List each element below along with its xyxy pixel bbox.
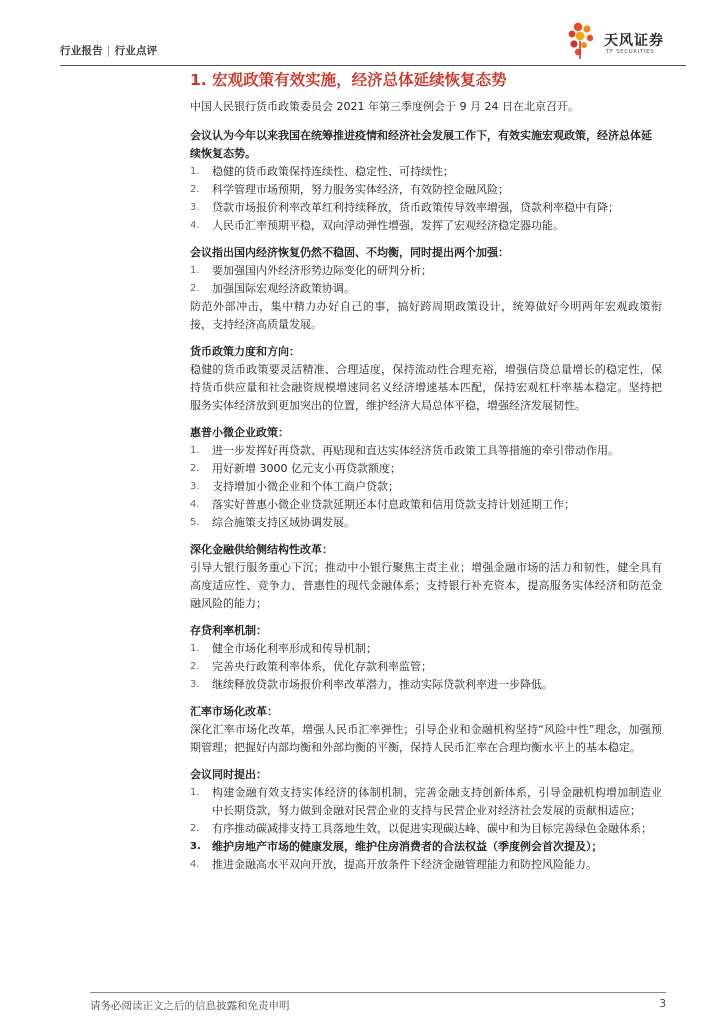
block-also-proposed bbox=[190, 766, 662, 874]
page-footer bbox=[90, 992, 666, 1013]
list-number: 3. bbox=[190, 679, 200, 690]
block-interest-rate bbox=[190, 622, 662, 694]
numbered-list bbox=[190, 442, 662, 532]
list-number: 1. bbox=[190, 265, 200, 276]
list-number: 3. bbox=[190, 481, 200, 492]
list-text: 推进金融高水平双向开放，提高开放条件下经济金融管理能力和防控风险能力。 bbox=[212, 858, 597, 871]
list-item bbox=[190, 640, 662, 658]
block-title: 货币政策力度和方向： bbox=[190, 345, 300, 358]
block-title: 存贷利率机制： bbox=[190, 624, 267, 637]
list-number: 5. bbox=[190, 517, 200, 528]
list-text: 完善央行政策利率体系，优化存款利率监管； bbox=[212, 660, 432, 673]
list-item bbox=[190, 442, 662, 460]
list-item bbox=[190, 163, 662, 181]
list-text: 进一步发挥好再贷款、再贴现和直达实体经济货币政策工具等措施的牵引带动作用。 bbox=[212, 444, 619, 457]
block-supply-side-reform bbox=[190, 541, 662, 613]
list-item bbox=[190, 784, 662, 820]
block-title: 会议指出国内经济恢复仍然不稳固、不均衡，同时提出两个加强： bbox=[190, 246, 509, 259]
list-number: 4. bbox=[190, 859, 200, 870]
list-item bbox=[190, 856, 662, 874]
block-conclusion bbox=[190, 127, 662, 235]
list-number: 4. bbox=[190, 499, 200, 510]
list-number: 4. bbox=[190, 220, 200, 231]
footer-disclaimer: 请务必阅读正文之后的信息披露和免责申明 bbox=[90, 1000, 290, 1012]
page-number: 3 bbox=[659, 998, 666, 1010]
list-number: 2. bbox=[190, 661, 200, 672]
block-paragraph: 防范外部冲击，集中精力办好自己的事，搞好跨周期政策设计，统筹做好今明两年宏观政策衔接，支持经济高质量发展。 bbox=[190, 300, 662, 331]
list-item bbox=[190, 460, 662, 478]
logo-company-name: 天风证券 bbox=[604, 33, 664, 49]
list-text: 要加强国内外经济形势边际变化的研判分析； bbox=[212, 264, 432, 277]
company-logo bbox=[566, 21, 686, 65]
list-text: 有序推动碳减排支持工具落地生效，以促进实现碳达峰、碳中和为目标完善绿色金融体系； bbox=[212, 822, 652, 835]
numbered-list bbox=[190, 262, 662, 298]
list-text: 维护房地产市场的健康发展，维护住房消费者的合法权益（季度例会首次提及）； bbox=[212, 840, 603, 853]
header-divider bbox=[60, 65, 686, 66]
numbered-list bbox=[190, 784, 662, 874]
list-item bbox=[190, 676, 662, 694]
list-text: 健全市场化利率形成和传导机制； bbox=[212, 642, 377, 655]
list-text: 支持增加小微企业和个体工商户贷款； bbox=[212, 480, 399, 493]
list-text: 落实好普惠小微企业贷款延期还本付息政策和信用贷款支持计划延期工作； bbox=[212, 498, 575, 511]
list-text: 继续释放贷款市场报价利率改革潜力，推动实际贷款利率进一步降低。 bbox=[212, 678, 553, 691]
block-monetary-policy bbox=[190, 343, 662, 415]
list-item bbox=[190, 217, 662, 235]
list-item bbox=[190, 262, 662, 280]
list-number: 1. bbox=[190, 643, 200, 654]
category-label: 行业报告 bbox=[60, 45, 103, 57]
numbered-list bbox=[190, 163, 662, 235]
logo-flower-icon bbox=[566, 21, 602, 61]
list-item bbox=[190, 478, 662, 496]
list-number: 2. bbox=[190, 823, 200, 834]
category-separator: | bbox=[106, 45, 111, 57]
block-paragraph: 引导大银行服务重心下沉；推动中小银行聚焦主责主业；增强金融市场的活力和韧性，健全具有高度适应性、竞争力、普惠性的现代金融体系；支持银行补充资本，提高服务实体经济和防范金融风险的能力； bbox=[190, 561, 662, 610]
block-title: 汇率市场化改革： bbox=[190, 705, 278, 718]
list-item bbox=[190, 820, 662, 838]
report-category bbox=[60, 43, 157, 58]
list-item bbox=[190, 280, 662, 298]
list-number: 2. bbox=[190, 463, 200, 474]
list-text: 贷款市场报价利率改革红利持续释放，货币政策传导效率增强，贷款利率稳中有降； bbox=[212, 201, 619, 214]
page-header bbox=[0, 0, 724, 66]
block-paragraph: 深化汇率市场化改革，增强人民币汇率弹性；引导企业和金融机构坚持“风险中性”理念，加强预期管理；把握好内部均衡和外部均衡的平衡，保持人民币汇率在合理均衡水平上的基本稳定。 bbox=[190, 723, 662, 754]
list-item bbox=[190, 496, 662, 514]
list-item-highlight bbox=[190, 838, 662, 856]
list-text: 加强国际宏观经济政策协调。 bbox=[212, 282, 355, 295]
block-title: 深化金融供给侧结构性改革： bbox=[190, 543, 333, 556]
list-number: 2. bbox=[190, 184, 200, 195]
list-number: 2. bbox=[190, 283, 200, 294]
list-number: 1. bbox=[190, 166, 200, 177]
block-paragraph: 稳健的货币政策要灵活精准、合理适度，保持流动性合理充裕，增强信贷总量增长的稳定性，保持货币供应量和社会融资规模增速同名义经济增速基本匹配，保持宏观杠杆率基本稳定。坚持把服务实体经济放到更加突出的位置，维护经济大局总体平稳，增强经济发展韧性。 bbox=[190, 363, 662, 412]
block-two-strengthen bbox=[190, 244, 662, 334]
list-item bbox=[190, 514, 662, 532]
list-text: 人民币汇率预期平稳，双向浮动弹性增强，发挥了宏观经济稳定器功能。 bbox=[212, 219, 564, 232]
numbered-list bbox=[190, 640, 662, 694]
section-lead: 中国人民银行货币政策委员会 2021 年第三季度例会于 9 月 24 日在北京召开。 bbox=[190, 100, 579, 113]
block-title: 惠普小微企业政策： bbox=[190, 426, 289, 439]
list-item bbox=[190, 199, 662, 217]
list-text: 综合施策支持区域协调发展。 bbox=[212, 516, 355, 529]
list-number: 3. bbox=[190, 841, 201, 852]
section-title: 1. 宏观政策有效实施，经济总体延续恢复态势 bbox=[190, 71, 507, 89]
main-content bbox=[190, 68, 662, 874]
block-title: 会议同时提出： bbox=[190, 768, 267, 781]
list-number: 1. bbox=[190, 445, 200, 456]
list-text: 稳健的货币政策保持连续性、稳定性、可持续性； bbox=[212, 165, 454, 178]
list-text: 用好新增 3000 亿元支小再贷款额度； bbox=[212, 462, 401, 475]
logo-company-english: TF SECURITIES bbox=[606, 49, 655, 55]
list-text: 科学管理市场预期，努力服务实体经济，有效防控金融风险； bbox=[212, 183, 509, 196]
list-item bbox=[190, 181, 662, 199]
block-exchange-rate bbox=[190, 703, 662, 757]
block-small-business bbox=[190, 424, 662, 532]
list-number: 1. bbox=[190, 787, 200, 798]
list-item bbox=[190, 658, 662, 676]
list-number: 3. bbox=[190, 202, 200, 213]
list-text: 构建金融有效支持实体经济的体制机制，完善金融支持创新体系，引导金融机构增加制造业中长期贷款，努力做到金融对民营企业的支持与民营企业对经济社会发展的贡献相适应； bbox=[212, 786, 662, 817]
subcategory-label: 行业点评 bbox=[114, 45, 158, 57]
block-title: 会议认为今年以来我国在统筹推进疫情和经济社会发展工作下，有效实施宏观政策，经济总体延续恢复态势。 bbox=[190, 129, 652, 160]
